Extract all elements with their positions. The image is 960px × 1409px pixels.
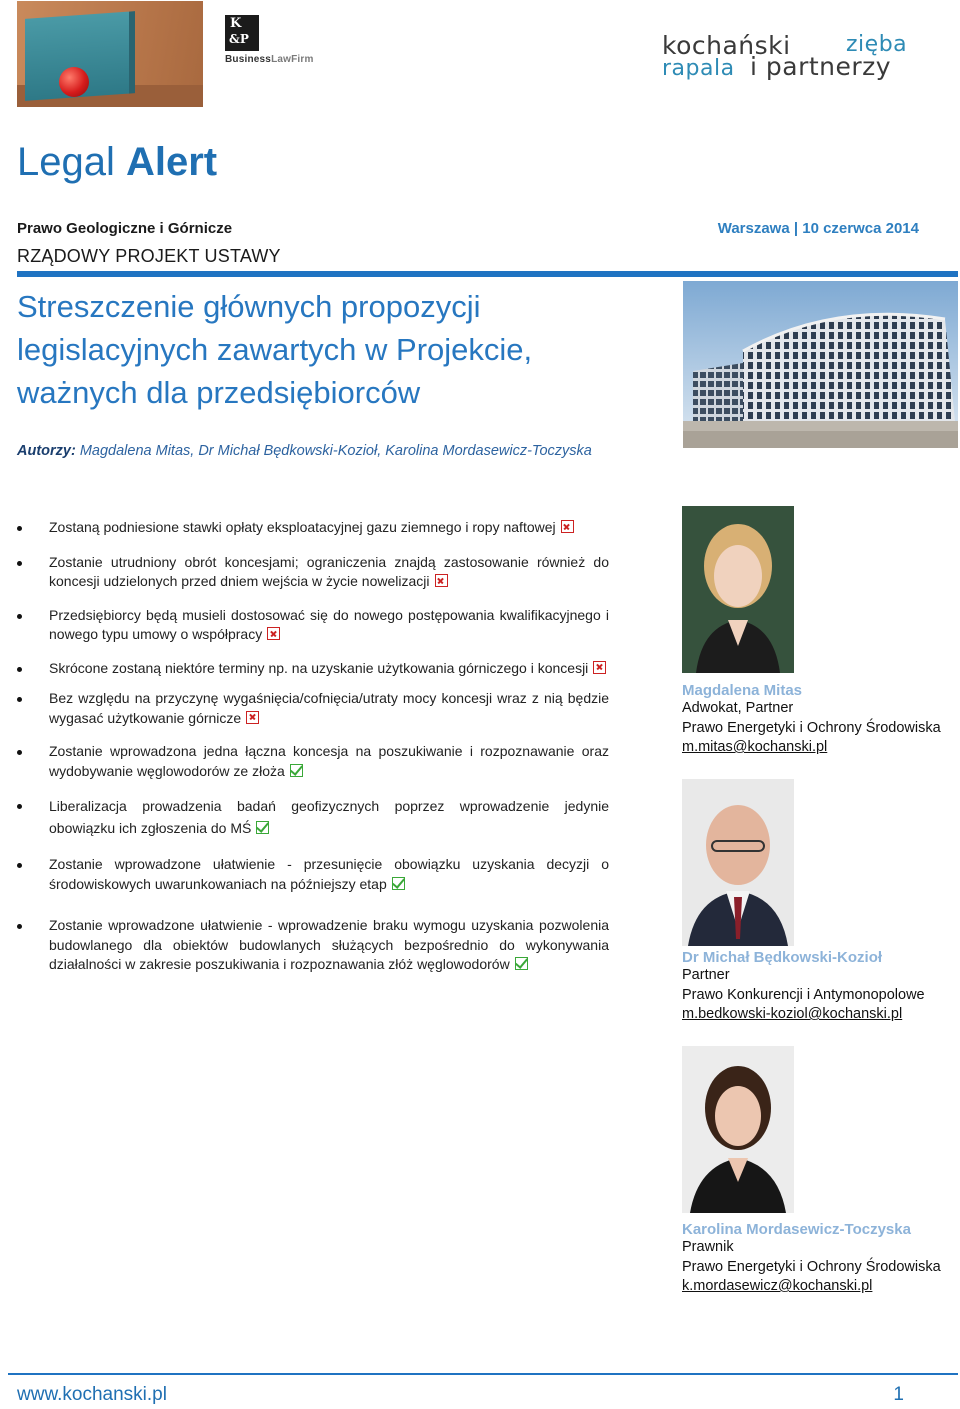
list-item: Liberalizacja prowadzenia badań geofizycznych poprzez wprowadzenie jedynie obowiązku ich zgłoszenia do MŚ <box>17 795 609 839</box>
person-role: Prawnik <box>682 1239 734 1255</box>
portrait-photo <box>682 1046 794 1213</box>
red-x-box-icon <box>246 711 259 724</box>
green-check-box-icon <box>392 877 405 890</box>
key-points-list <box>17 518 609 975</box>
kp-business-law-firm-logo <box>225 15 314 65</box>
person-card <box>682 949 925 1025</box>
person-practice: Prawo Energetyki i Ochrony Środowiska <box>682 719 941 736</box>
list-item: Skrócone zostaną niektóre terminy np. na uzyskanie użytkowania górniczego i koncesji <box>17 659 609 679</box>
list-item: Zostanie wprowadzone ułatwienie - przesunięcie obowiązku uzyskania decyzji o środowiskowych uwarunkowaniach na późniejszy etap <box>17 855 609 894</box>
portrait-photo <box>682 506 794 673</box>
list-item: Zostaną podniesione stawki opłaty eksploatacyjnej gazu ziemnego i ropy naftowej <box>17 518 609 538</box>
person-practice: Prawo Konkurencji i Antymonopolowe <box>682 986 925 1003</box>
building-photo <box>683 281 958 448</box>
firm-logo-kochanski: kochański <box>662 31 791 60</box>
list-item: Zostanie utrudniony obrót koncesjami; ograniczenia znajdą zastosowanie również do koncesji udzielonych przed dniem wejścia w życie nowelizacji <box>17 553 609 592</box>
kp-logo-text: BusinessLawFirm <box>225 54 314 65</box>
list-item: Bez względu na przyczynę wygaśnięcia/cofnięcia/utraty mocy koncesji wraz z nią będzie wygasać użytkowanie górnicze <box>17 689 609 728</box>
person-card <box>682 682 941 758</box>
firm-logo-partnerzy: i partnerzy <box>750 52 892 81</box>
green-check-box-icon <box>256 821 269 834</box>
headline: Streszczenie głównych propozycji legislacyjnych zawartych w Projekcie, ważnych dla przedsiębiorców <box>17 289 533 410</box>
document-title: Legal Alert <box>17 140 218 184</box>
green-check-box-icon <box>515 957 528 970</box>
firm-logo-zieba: zięba <box>846 32 908 57</box>
red-x-box-icon <box>593 661 606 674</box>
person-practice: Prawo Energetyki i Ochrony Środowiska <box>682 1258 941 1275</box>
red-x-box-icon <box>561 520 574 533</box>
header-divider <box>17 271 958 277</box>
page-number: 1 <box>893 1384 904 1405</box>
header-photo <box>17 1 203 107</box>
person-email-link[interactable]: m.mitas@kochanski.pl <box>682 739 828 755</box>
person-email-link[interactable]: k.mordasewicz@kochanski.pl <box>682 1278 873 1294</box>
person-email-link[interactable]: m.bedkowski-koziol@kochanski.pl <box>682 1006 903 1022</box>
firm-logo <box>662 30 912 86</box>
subtopic-heading: RZĄDOWY PROJEKT USTAWY <box>17 246 281 266</box>
red-x-box-icon <box>267 627 280 640</box>
list-item: Zostanie wprowadzona jedna łączna koncesja na poszukiwanie i rozpoznawanie oraz wydobywanie węglowodorów ze złoża <box>17 742 609 781</box>
list-item: Przedsiębiorcy będą musieli dostosować się do nowego postępowania kwalifikacyjnego i nowego typu umowy o współpracy <box>17 606 609 645</box>
person-card <box>682 1221 941 1297</box>
person-name: Karolina Mordasewicz-Toczyska <box>682 1221 911 1238</box>
green-check-box-icon <box>290 764 303 777</box>
person-role: Adwokat, Partner <box>682 700 794 716</box>
list-item: Zostanie wprowadzone ułatwienie - wprowadzenie braku wymogu uzyskania pozwolenia budowlanego dla obiektów budowlanych służących bezpośrednio do wykonywania działalności w zakresie poszukiwania i rozpoznawania złóż węglowodorów <box>17 916 609 975</box>
authors-line: Autorzy: Magdalena Mitas, Dr Michał Będkowski-Kozioł, Karolina Mordasewicz-Toczyska <box>17 443 592 459</box>
dateline: Warszawa | 10 czerwca 2014 <box>717 220 919 237</box>
portrait-photo <box>682 779 794 946</box>
firm-logo-rapala: rapala <box>662 56 735 81</box>
person-role: Partner <box>682 967 730 983</box>
person-name: Dr Michał Będkowski-Kozioł <box>682 949 883 966</box>
footer-divider <box>8 1373 958 1375</box>
person-name: Magdalena Mitas <box>682 682 803 699</box>
footer-website-link[interactable]: www.kochanski.pl <box>17 1384 167 1405</box>
red-x-box-icon <box>435 574 448 587</box>
topic-heading: Prawo Geologiczne i Górnicze <box>17 220 233 237</box>
kp-logo-mark: K &P <box>225 15 259 51</box>
